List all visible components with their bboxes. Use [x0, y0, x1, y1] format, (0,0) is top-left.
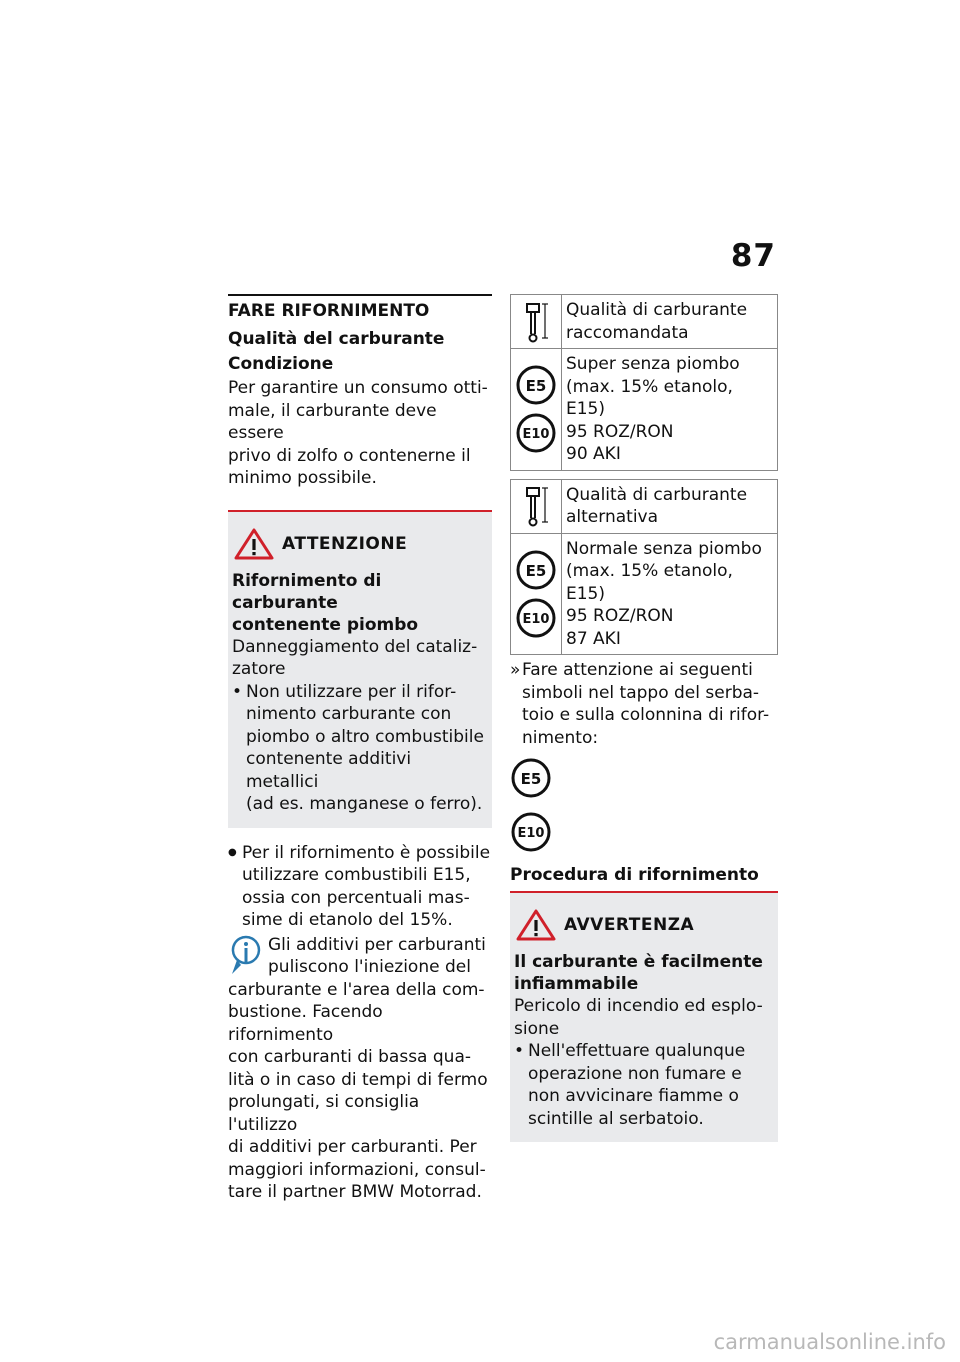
- intro-line: minimo possibile.: [228, 468, 377, 488]
- caution-bullet-list: [514, 1040, 770, 1130]
- e5-icon-label: E5: [525, 377, 547, 396]
- attention-bullet-line: nimento carburante con: [246, 704, 452, 724]
- e15-bullet-line: sime di etanolo del 15%.: [242, 910, 453, 930]
- header-line: alternativa: [566, 507, 659, 527]
- caution-description: [514, 995, 770, 1040]
- heading-condition: Condizione: [228, 354, 334, 374]
- attention-description-line: zatore: [232, 659, 286, 679]
- attention-description: [232, 636, 484, 681]
- caution-bullet: [514, 1040, 770, 1130]
- attention-subtitle-line: Rifornimento di carburante: [232, 570, 382, 613]
- e5-icon-label: E5: [525, 561, 547, 580]
- heading-fuel-quality: Qualità del carburante: [228, 329, 445, 349]
- e15-bullet-line: utilizzare combustibili E15,: [242, 865, 471, 885]
- body-line: (max. 15% etanolo,: [566, 376, 733, 397]
- caution-title: AVVERTENZA: [564, 915, 695, 935]
- caution-subtitle: [514, 951, 770, 995]
- step-line: nimento:: [522, 727, 599, 748]
- table-row: [511, 534, 777, 655]
- step-line: toio e sulla colonnina di rifor-: [522, 705, 770, 725]
- caution-subtitle-line: infiammabile: [514, 974, 639, 994]
- step-line: simboli nel tappo del serba-: [522, 682, 760, 703]
- e10-icon: [510, 811, 552, 853]
- caution-box: [510, 891, 778, 1142]
- info-line: puliscono l'iniezione del: [268, 957, 471, 977]
- attention-box: [228, 510, 492, 828]
- right-column: [510, 294, 778, 1142]
- caution-bullet-line: operazione non fumare e: [528, 1063, 742, 1084]
- body-line: 95 ROZ/RON: [566, 421, 674, 442]
- body-line: E15): [566, 399, 606, 419]
- header-line: Qualità di carburante: [566, 484, 748, 505]
- e15-bullet-line: ● Per il rifornimento è possibile: [242, 842, 491, 863]
- step-line: » Fare attenzione ai seguenti: [522, 660, 753, 680]
- attention-title: ATTENZIONE: [282, 533, 408, 554]
- attention-subtitle: [232, 570, 484, 636]
- caution-bullet-line: • Nell'effettuare qualunque: [528, 1041, 746, 1061]
- page-number: 87: [730, 238, 776, 274]
- header-line: raccomandata: [566, 322, 689, 343]
- icon-cell: [511, 349, 561, 470]
- info-line: maggiori informazioni, consul-: [228, 1159, 486, 1180]
- attention-description-line: Danneggiamento del cataliz-: [232, 636, 478, 657]
- procedure-title: Procedura di rifornimento: [510, 865, 759, 885]
- e5-icon: [515, 549, 557, 591]
- attention-header: [232, 528, 484, 560]
- caution-subtitle-line: Il carburante è facilmente: [514, 952, 763, 972]
- warning-triangle-icon: [234, 528, 274, 560]
- e10-icon: [515, 412, 557, 454]
- section-title: FARE RIFORNIMENTO: [228, 294, 492, 321]
- info-line: Gli additivi per carburanti: [268, 934, 486, 955]
- fuel-quality-body: [561, 349, 777, 470]
- attention-bullet-line: (ad es. manganese o ferro).: [246, 794, 483, 814]
- e10-icon-label: E10: [522, 427, 550, 443]
- fuel-pump-icon: [521, 484, 551, 528]
- caution-description-line: sione: [514, 1018, 560, 1039]
- e5-icon-label: E5: [520, 770, 542, 788]
- info-line: carburante e l'area della com-: [228, 979, 485, 1000]
- info-line: tare il partner BMW Motorrad.: [228, 1182, 482, 1202]
- left-column: [228, 294, 492, 1204]
- info-icon: [228, 934, 264, 978]
- table-row: [511, 480, 777, 534]
- attention-bullet-line: contenente additivi metallici: [246, 749, 412, 792]
- attention-bullet-line: piombo o altro combustibile: [246, 726, 484, 747]
- intro-line: privo di zolfo o contenerne il: [228, 445, 471, 466]
- header-line: Qualità di carburante: [566, 300, 748, 320]
- e10-icon-label: E10: [522, 611, 550, 627]
- intro-paragraph: [228, 377, 492, 490]
- e15-bullet-line: ossia con percentuali mas-: [242, 887, 470, 908]
- info-note: [228, 934, 492, 1204]
- body-line: Normale senza piombo: [566, 538, 762, 559]
- fuel-pump-icon: [521, 300, 551, 344]
- e5-icon: [515, 364, 557, 406]
- icon-cell: [511, 534, 561, 655]
- body-line: (max. 15% etanolo,: [566, 561, 733, 581]
- fuel-quality-header: [561, 295, 777, 348]
- info-line: con carburanti di bassa qua-: [228, 1047, 471, 1067]
- fuel-quality-header: [561, 480, 777, 533]
- body-line: Super senza piombo: [566, 354, 740, 374]
- body-line: 90 AKI: [566, 444, 621, 464]
- instruction-step: [510, 659, 778, 749]
- intro-line: Per garantire un consumo otti-: [228, 378, 488, 398]
- intro-line: male, il carburante deve essere: [228, 400, 437, 443]
- fuel-quality-body: [561, 534, 777, 655]
- e10-icon-label: E10: [517, 826, 545, 841]
- e10-icon: [515, 597, 557, 639]
- info-line: bustione. Facendo rifornimento: [228, 1002, 383, 1045]
- body-line: 95 ROZ/RON: [566, 606, 674, 626]
- icon-cell: [511, 295, 561, 348]
- info-line: lità o in caso di tempi di fermo: [228, 1069, 488, 1090]
- table-row: [511, 349, 777, 470]
- watermark-footer: carmanualsonline.info: [713, 1330, 946, 1354]
- warning-triangle-icon: [516, 909, 556, 941]
- caution-description-line: Pericolo di incendio ed esplo-: [514, 996, 763, 1016]
- table-row: [511, 295, 777, 349]
- e5-icon: [510, 757, 552, 799]
- recommended-fuel-table: [510, 294, 778, 471]
- attention-bullet-line: • Non utilizzare per il rifor-: [246, 681, 457, 702]
- caution-bullet-line: scintille al serbatoio.: [528, 1108, 704, 1129]
- e10-symbol: [510, 811, 778, 857]
- attention-bullet: [232, 681, 484, 816]
- attention-bullet-list: [232, 681, 484, 816]
- body-line: E15): [566, 583, 606, 604]
- attention-subtitle-line: contenente piombo: [232, 614, 419, 635]
- icon-cell: [511, 480, 561, 533]
- e5-symbol: [510, 757, 778, 803]
- caution-bullet-line: non avvicinare fiamme o: [528, 1086, 739, 1106]
- info-line: prolungati, si consiglia l'utilizzo: [228, 1092, 420, 1135]
- body-line: 87 AKI: [566, 628, 621, 649]
- alternative-fuel-table: [510, 479, 778, 656]
- info-line: di additivi per carburanti. Per: [228, 1137, 477, 1157]
- e15-bullet: [228, 842, 492, 932]
- caution-header: [514, 909, 770, 941]
